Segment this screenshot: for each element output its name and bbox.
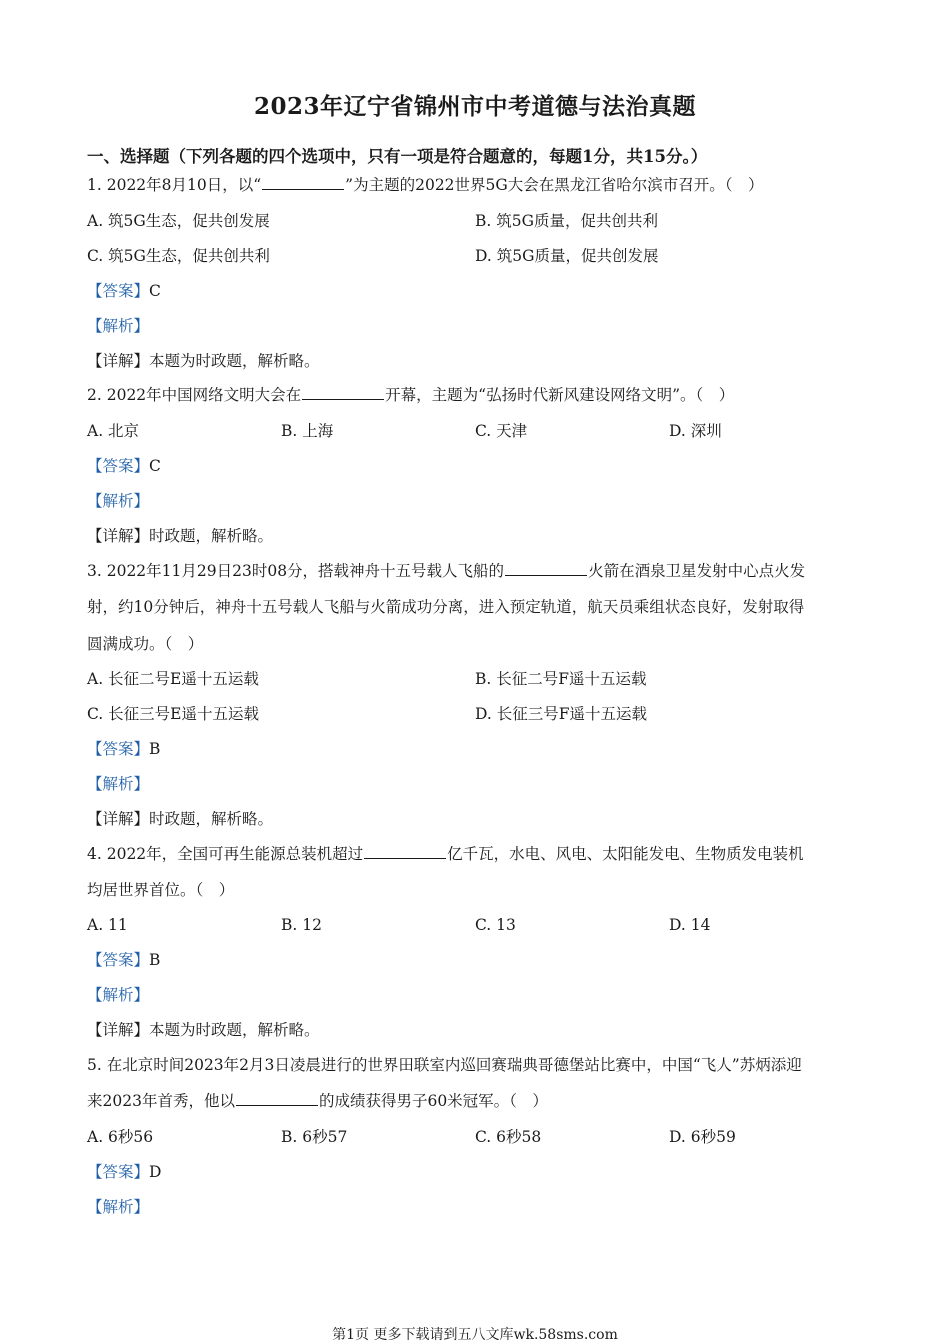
question-1-detail: 【详解】本题为时政题，解析略。	[87, 352, 320, 370]
answer-blank	[505, 561, 587, 576]
question-3-option-c: C. 长征三号E遥十五运载	[87, 705, 259, 723]
question-4-option-d: D. 14	[669, 916, 711, 934]
question-1-option-a: A. 筑5G生态，促共创发展	[87, 212, 270, 230]
question-2-analysis: 【解析】	[87, 492, 150, 510]
answer-blank	[364, 844, 446, 859]
question-1-option-c: C. 筑5G生态，促共创共利	[87, 247, 270, 265]
question-5-option-c: C. 6秒58	[475, 1128, 542, 1146]
question-4-option-c: C. 13	[475, 916, 516, 934]
question-5-option-d: D. 6秒59	[669, 1128, 736, 1146]
question-4-option-b: B. 12	[281, 916, 322, 934]
answer-blank	[236, 1091, 318, 1106]
question-3-stem-line-2: 射，约10分钟后，神舟十五号载人飞船与火箭成功分离，进入预定轨道，航天员乘组状态良好，发射取得	[87, 598, 805, 616]
question-1-option-d: D. 筑5G质量，促共创发展	[475, 247, 659, 265]
page-footer: 第1页 更多下载请到五八文库wk.58sms.com	[332, 1327, 618, 1343]
question-5-analysis: 【解析】	[87, 1198, 150, 1216]
question-4-option-a: A. 11	[87, 916, 128, 934]
question-1-stem: 1. 2022年8月10日，以“ ”为主题的2022世界5G大会在黑龙江省哈尔滨市召开。（ ）	[87, 176, 764, 194]
question-3-answer: 【答案】B	[87, 740, 161, 758]
question-1-option-b: B. 筑5G质量，促共创共利	[475, 212, 658, 230]
question-4-stem-line-2: 均居世界首位。（ ）	[87, 881, 235, 899]
question-5-answer: 【答案】D	[87, 1163, 162, 1181]
question-3-stem: 3. 2022年11月29日23时08分，搭载神舟十五号载人飞船的 火箭在酒泉卫星发射中心点火发	[87, 562, 806, 580]
question-3-detail: 【详解】时政题，解析略。	[87, 810, 274, 828]
question-2-detail: 【详解】时政题，解析略。	[87, 527, 274, 545]
question-5-option-a: A. 6秒56	[87, 1128, 154, 1146]
question-2-option-a: A. 北京	[87, 422, 140, 440]
question-2-answer: 【答案】C	[87, 457, 161, 475]
question-2-option-b: B. 上海	[281, 422, 334, 440]
question-4-stem: 4. 2022年，全国可再生能源总装机超过 亿千瓦，水电、风电、太阳能发电、生物质发电装机	[87, 845, 804, 863]
question-3-option-d: D. 长征三号F遥十五运载	[475, 705, 647, 723]
question-4-analysis: 【解析】	[87, 986, 150, 1004]
page-title: 2023年辽宁省锦州市中考道德与法治真题	[253, 93, 696, 120]
question-3-option-a: A. 长征二号E遥十五运载	[87, 670, 259, 688]
question-3-analysis: 【解析】	[87, 775, 150, 793]
question-3-option-b: B. 长征二号F遥十五运载	[475, 670, 647, 688]
question-1-answer: 【答案】C	[87, 282, 161, 300]
section-heading: 一、选择题（下列各题的四个选项中，只有一项是符合题意的，每题1分，共15分。）	[87, 147, 708, 166]
question-5-option-b: B. 6秒57	[281, 1128, 348, 1146]
question-2-option-d: D. 深圳	[669, 422, 722, 440]
question-1-analysis: 【解析】	[87, 317, 150, 335]
question-5-stem-line-1: 5. 在北京时间2023年2月3日凌晨进行的世界田联室内巡回赛瑞典哥德堡站比赛中，中国“飞人”苏炳添迎	[87, 1056, 802, 1074]
question-4-detail: 【详解】本题为时政题，解析略。	[87, 1021, 320, 1039]
question-3-stem-line-3: 圆满成功。（ ）	[87, 635, 204, 653]
question-2-stem: 2. 2022年中国网络文明大会在 开幕，主题为“弘扬时代新风建设网络文明”。（ ）	[87, 386, 735, 404]
answer-blank	[262, 175, 344, 190]
answer-blank	[302, 385, 384, 400]
question-5-stem-line-2: 来2023年首秀，他以 的成绩获得男子60米冠军。（ ）	[87, 1092, 548, 1110]
question-4-answer: 【答案】B	[87, 951, 161, 969]
question-2-option-c: C. 天津	[475, 422, 528, 440]
